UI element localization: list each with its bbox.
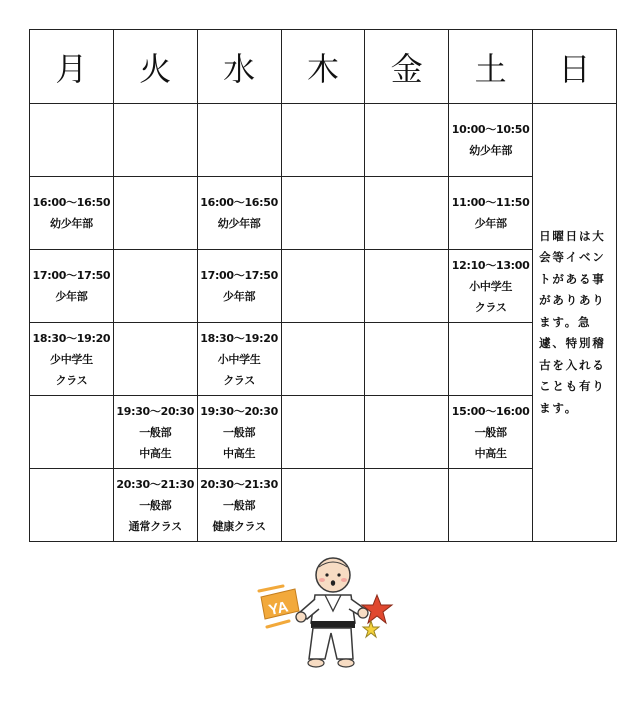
class-slot <box>449 119 532 161</box>
slot-time: 15:00〜16:00 <box>451 404 530 418</box>
slot-time: 16:00〜16:50 <box>32 196 111 209</box>
class-slot <box>198 474 281 537</box>
slot-cell-thu <box>281 396 365 469</box>
slot-class-name: 少年部 <box>55 290 88 303</box>
day-header-wed: 水 <box>197 30 281 104</box>
slot-cell-fri <box>365 177 449 250</box>
slot-class-name: 少中学生 <box>50 352 93 366</box>
slot-time: 10:00〜10:50 <box>451 123 530 136</box>
slot-cell-fri <box>365 323 449 396</box>
day-header-tue: 火 <box>113 30 197 104</box>
slot-cell-wed <box>197 177 281 250</box>
slot-class-name: 幼少年部 <box>217 217 261 230</box>
slot-cell-thu <box>281 469 365 542</box>
slot-time: 17:00〜17:50 <box>200 269 278 282</box>
class-slot <box>114 474 197 537</box>
slot-cell-sat <box>449 177 533 250</box>
slot-time: 17:00〜17:50 <box>32 269 111 282</box>
slot-cell-mon <box>30 177 114 250</box>
slot-time: 18:30〜19:20 <box>32 331 111 345</box>
slot-class-name: 中高生 <box>139 446 172 460</box>
schedule-row <box>30 469 617 542</box>
karate-kid-illustration <box>255 555 395 673</box>
class-slot <box>198 328 281 391</box>
slot-cell-wed <box>197 250 281 323</box>
ya-badge <box>259 586 299 627</box>
class-slot <box>449 255 532 318</box>
slot-class-name: 一般部 <box>223 425 256 439</box>
slot-cell-fri <box>365 250 449 323</box>
slot-time: 19:30〜20:30 <box>116 404 195 418</box>
class-slot <box>30 265 113 307</box>
slot-cell-thu <box>281 323 365 396</box>
slot-cell-tue <box>113 177 197 250</box>
slot-class-name: クラス <box>223 373 255 387</box>
slot-cell-sat <box>449 323 533 396</box>
class-slot <box>114 401 197 464</box>
slot-cell-mon <box>30 250 114 323</box>
slot-class-name: 幼少年部 <box>469 144 513 157</box>
slot-cell-tue <box>113 323 197 396</box>
slot-time: 16:00〜16:50 <box>200 196 278 209</box>
class-slot <box>30 328 113 391</box>
slot-class-name: 通常クラス <box>128 519 182 533</box>
kid-head <box>316 558 350 592</box>
slot-cell-tue <box>113 104 197 177</box>
slot-cell-mon <box>30 396 114 469</box>
slot-cell-thu <box>281 104 365 177</box>
slot-time: 20:30〜21:30 <box>116 477 195 491</box>
day-header-sun: 日 <box>533 30 617 104</box>
slot-class-name: 一般部 <box>139 425 172 439</box>
sunday-note: 日曜日は大会等イベントがある事がありあります。急遽、特別稽古を入れることも有ります。 <box>539 228 606 415</box>
slot-time: 11:00〜11:50 <box>451 196 530 209</box>
ya-badge-text: YA <box>267 598 290 620</box>
slot-cell-tue <box>113 396 197 469</box>
slot-cell-wed <box>197 323 281 396</box>
slot-time: 18:30〜19:20 <box>200 331 278 345</box>
schedule-row <box>30 250 617 323</box>
day-header-mon: 月 <box>30 30 114 104</box>
slot-cell-tue <box>113 250 197 323</box>
schedule-table <box>29 29 617 542</box>
kid-gi <box>296 595 368 667</box>
slot-cell-mon <box>30 323 114 396</box>
schedule-row <box>30 104 617 177</box>
class-slot <box>449 401 532 464</box>
weekday-header-row <box>30 30 617 104</box>
class-slot <box>198 192 281 234</box>
slot-cell-sat <box>449 104 533 177</box>
slot-time: 19:30〜20:30 <box>200 404 278 418</box>
slot-cell-mon <box>30 104 114 177</box>
star-icon <box>362 595 392 623</box>
slot-class-name: 中高生 <box>474 446 507 460</box>
slot-class-name: 健康クラス <box>212 519 266 533</box>
slot-cell-fri <box>365 104 449 177</box>
slot-cell-fri <box>365 469 449 542</box>
schedule-row <box>30 177 617 250</box>
slot-time: 20:30〜21:30 <box>200 477 278 491</box>
slot-class-name: 小中学生 <box>469 279 513 293</box>
slot-class-name: 一般部 <box>474 425 507 439</box>
day-header-sat: 土 <box>449 30 533 104</box>
schedule-body <box>30 104 617 542</box>
slot-cell-mon <box>30 469 114 542</box>
class-slot <box>198 265 281 307</box>
day-header-fri: 金 <box>365 30 449 104</box>
slot-class-name: 中高生 <box>223 446 256 460</box>
schedule-row <box>30 396 617 469</box>
slot-time: 12:10〜13:00 <box>451 258 530 272</box>
slot-cell-wed <box>197 104 281 177</box>
slot-cell-fri <box>365 396 449 469</box>
slot-cell-sat <box>449 396 533 469</box>
slot-cell-thu <box>281 250 365 323</box>
schedule-row <box>30 323 617 396</box>
slot-cell-wed <box>197 396 281 469</box>
slot-class-name: 小中学生 <box>217 352 261 366</box>
slot-class-name: 幼少年部 <box>50 217 93 230</box>
slot-cell-sat <box>449 250 533 323</box>
class-slot <box>30 192 113 234</box>
slot-cell-wed <box>197 469 281 542</box>
class-slot <box>198 401 281 464</box>
small-star-icon <box>363 621 379 637</box>
slot-class-name: 一般部 <box>223 498 256 512</box>
slot-cell-thu <box>281 177 365 250</box>
sunday-note-cell <box>533 104 617 542</box>
slot-class-name: クラス <box>55 373 88 387</box>
slot-class-name: 一般部 <box>139 498 172 512</box>
slot-cell-sat <box>449 469 533 542</box>
slot-class-name: 少年部 <box>223 290 256 303</box>
class-slot <box>449 192 532 234</box>
slot-class-name: 少年部 <box>474 217 507 230</box>
slot-cell-tue <box>113 469 197 542</box>
day-header-thu: 木 <box>281 30 365 104</box>
slot-class-name: クラス <box>474 300 507 314</box>
